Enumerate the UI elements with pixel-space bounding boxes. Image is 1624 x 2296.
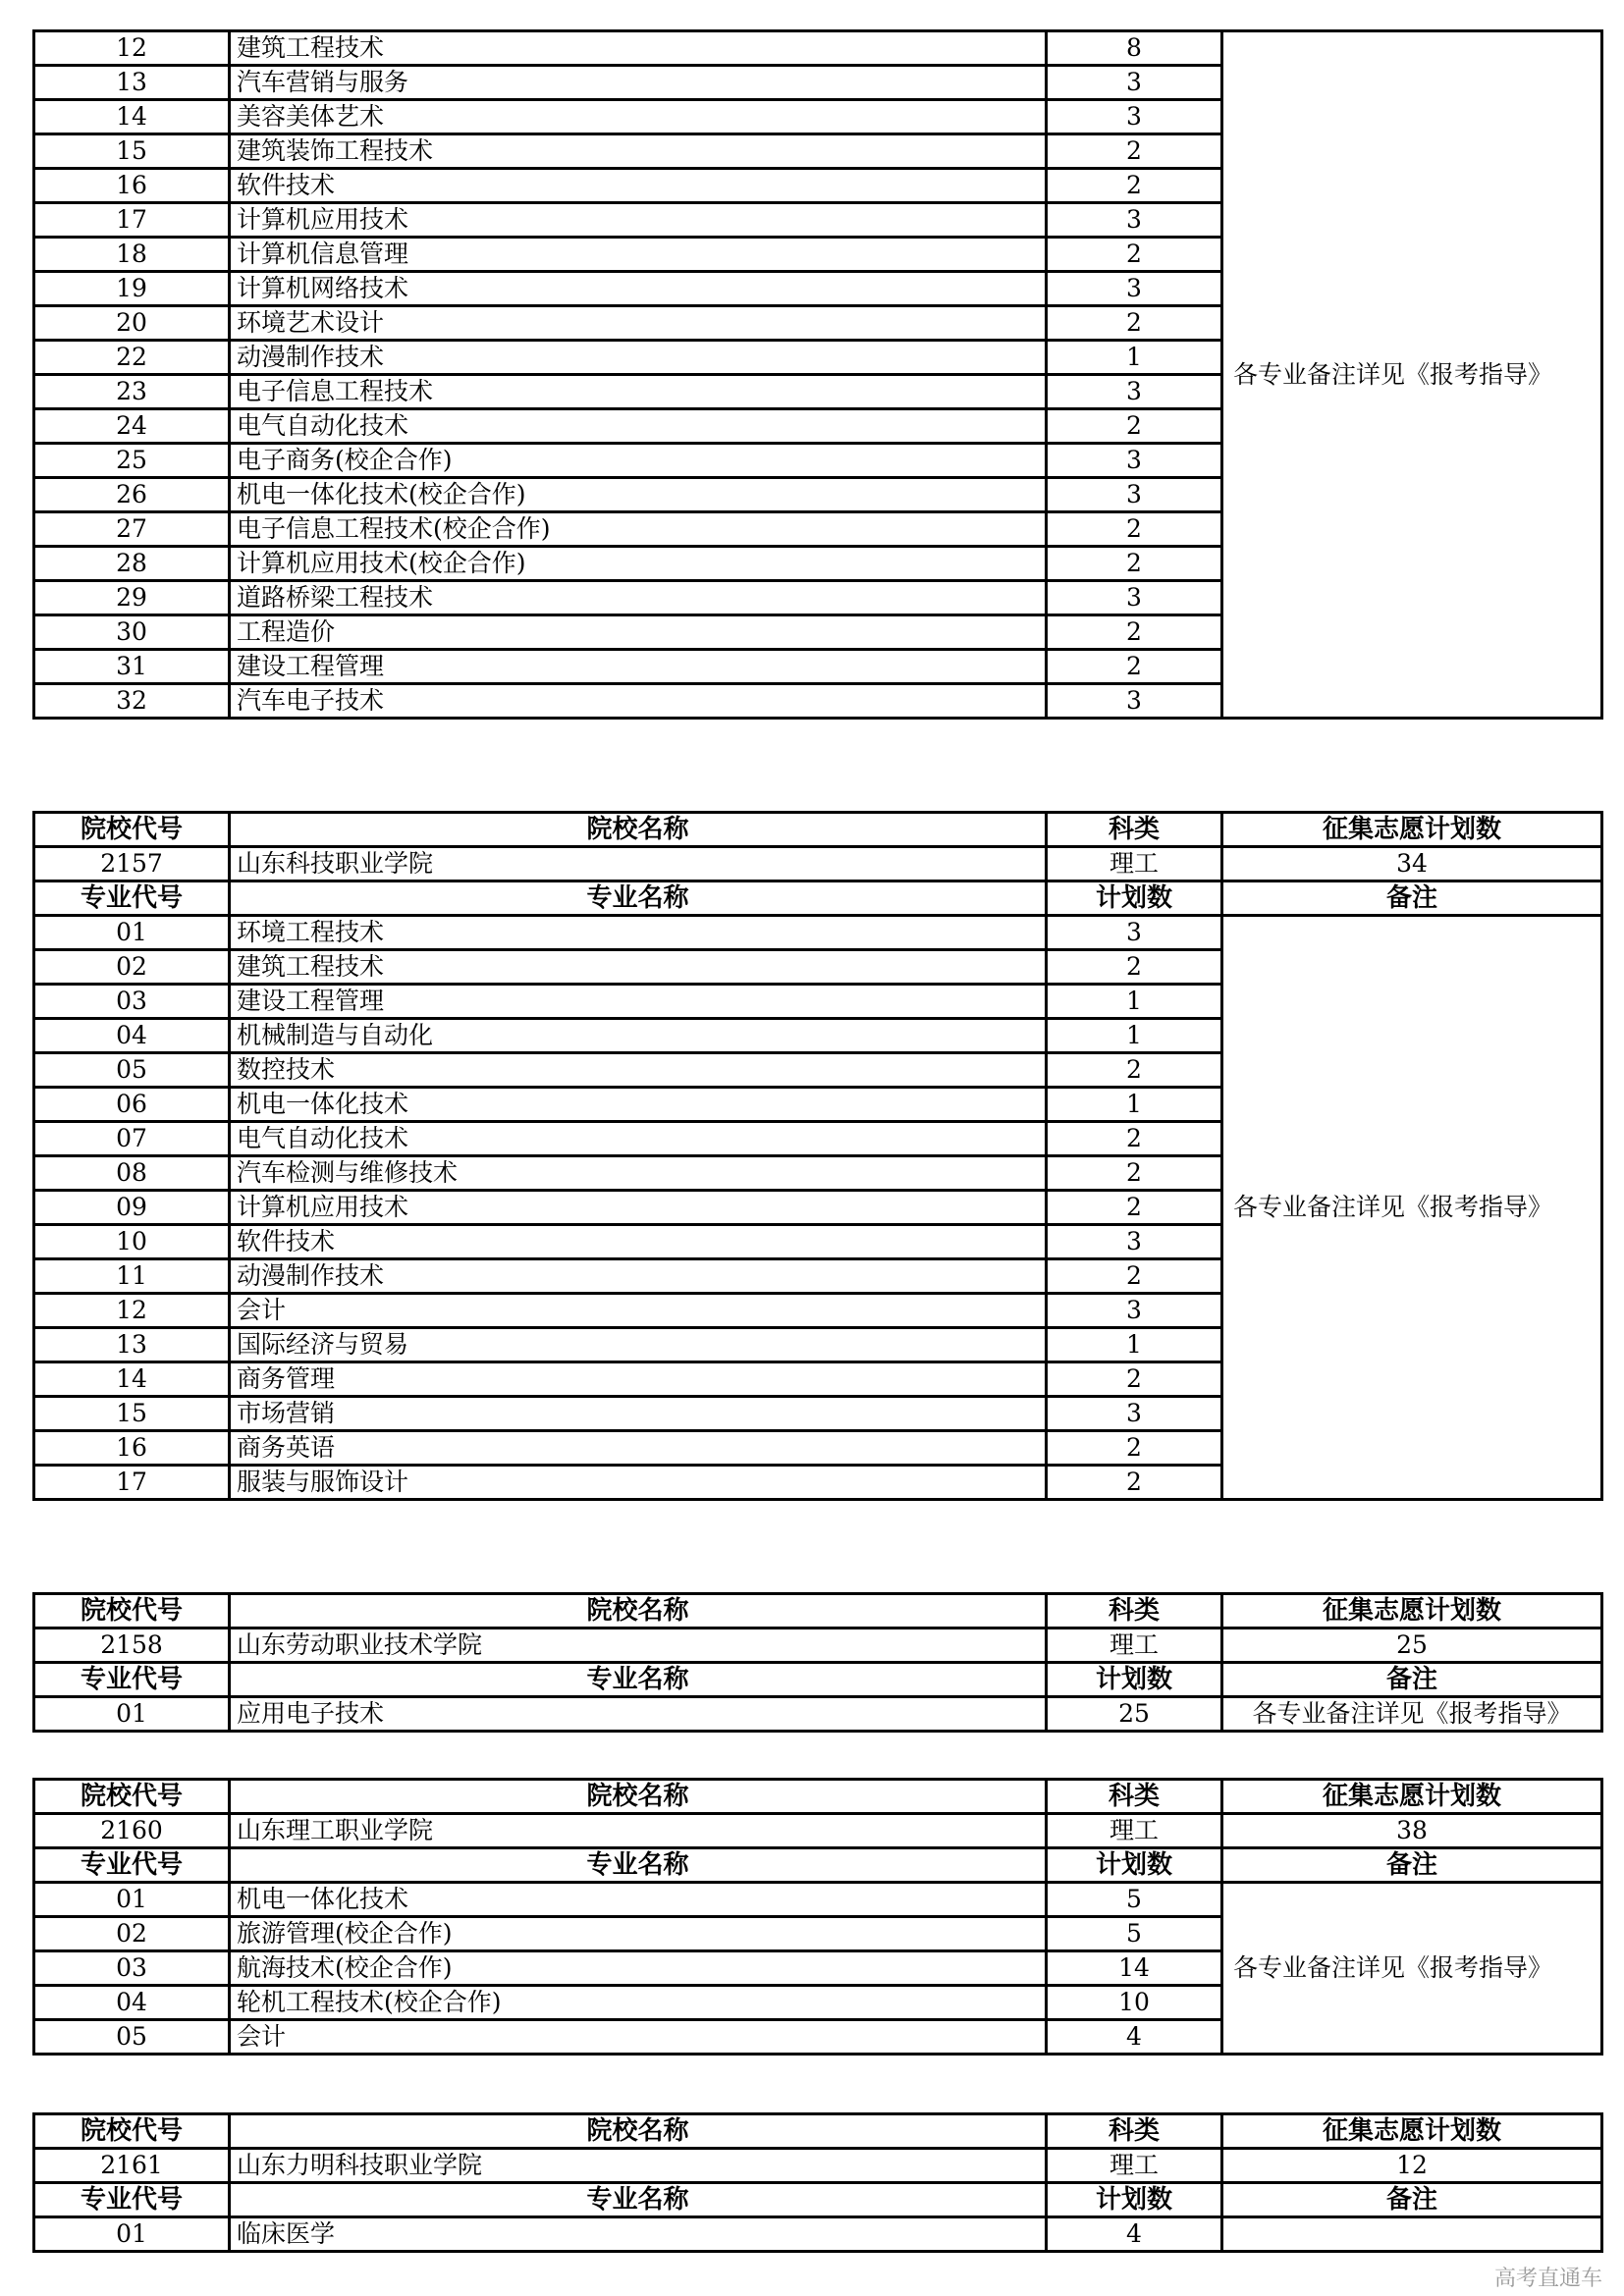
major-plan: 3 <box>1047 916 1222 950</box>
major-name: 建设工程管理 <box>230 985 1047 1019</box>
major-code: 12 <box>34 1294 230 1328</box>
major-code: 29 <box>34 581 230 615</box>
school-code: 2158 <box>34 1629 230 1663</box>
school-table <box>32 811 1603 1501</box>
school-code-header: 院校代号 <box>34 1780 230 1814</box>
major-code: 07 <box>34 1122 230 1156</box>
major-code: 28 <box>34 547 230 581</box>
major-plan: 2 <box>1047 650 1222 684</box>
school-code: 2161 <box>34 2149 230 2183</box>
major-plan: 10 <box>1047 1986 1222 2020</box>
major-name: 环境艺术设计 <box>230 306 1047 341</box>
school-table <box>32 1592 1603 1733</box>
note-header: 备注 <box>1222 2183 1602 2217</box>
major-header-row <box>34 1848 1602 1883</box>
major-code: 08 <box>34 1156 230 1191</box>
major-code: 23 <box>34 375 230 409</box>
quota-header: 征集志愿计划数 <box>1222 813 1602 847</box>
major-plan: 4 <box>1047 2217 1222 2252</box>
school-name-header: 院校名称 <box>230 2114 1047 2149</box>
major-name: 动漫制作技术 <box>230 341 1047 375</box>
school-category: 理工 <box>1047 1629 1222 1663</box>
major-plan: 3 <box>1047 444 1222 478</box>
major-plan: 2 <box>1047 1259 1222 1294</box>
school-header-row <box>34 2114 1602 2149</box>
major-name: 电气自动化技术 <box>230 1122 1047 1156</box>
major-name: 应用电子技术 <box>230 1697 1047 1732</box>
major-plan: 8 <box>1047 31 1222 66</box>
major-code: 26 <box>34 478 230 512</box>
category-header: 科类 <box>1047 1594 1222 1629</box>
major-plan: 3 <box>1047 478 1222 512</box>
major-plan: 2 <box>1047 1466 1222 1500</box>
major-code: 18 <box>34 238 230 272</box>
school-code-header: 院校代号 <box>34 2114 230 2149</box>
major-name-header: 专业名称 <box>230 1663 1047 1697</box>
major-name: 商务管理 <box>230 1362 1047 1397</box>
major-code: 31 <box>34 650 230 684</box>
major-name: 电子信息工程技术(校企合作) <box>230 512 1047 547</box>
major-code: 16 <box>34 169 230 203</box>
major-name: 电气自动化技术 <box>230 409 1047 444</box>
major-code-header: 专业代号 <box>34 2183 230 2217</box>
major-code: 02 <box>34 1917 230 1951</box>
major-name: 电子商务(校企合作) <box>230 444 1047 478</box>
major-code: 27 <box>34 512 230 547</box>
major-plan: 3 <box>1047 66 1222 100</box>
major-name: 机电一体化技术 <box>230 1088 1047 1122</box>
major-plan: 3 <box>1047 272 1222 306</box>
major-code-header: 专业代号 <box>34 1663 230 1697</box>
major-plan: 2 <box>1047 169 1222 203</box>
major-header-row <box>34 2183 1602 2217</box>
major-plan: 5 <box>1047 1917 1222 1951</box>
major-code: 16 <box>34 1431 230 1466</box>
plan-header: 计划数 <box>1047 1663 1222 1697</box>
major-name-header: 专业名称 <box>230 1848 1047 1883</box>
major-name: 汽车电子技术 <box>230 684 1047 719</box>
major-code: 11 <box>34 1259 230 1294</box>
continued-table <box>32 29 1600 720</box>
major-name: 道路桥梁工程技术 <box>230 581 1047 615</box>
school-quota: 34 <box>1222 847 1602 881</box>
school-header-row <box>34 1780 1602 1814</box>
school-category: 理工 <box>1047 1814 1222 1848</box>
major-note: 各专业备注详见《报考指导》 <box>1222 31 1602 719</box>
major-code: 17 <box>34 1466 230 1500</box>
quota-header: 征集志愿计划数 <box>1222 1780 1602 1814</box>
major-plan: 2 <box>1047 1122 1222 1156</box>
major-plan: 1 <box>1047 1019 1222 1053</box>
major-header-row <box>34 1663 1602 1697</box>
school-block-2160 <box>32 1778 1600 2056</box>
school-name: 山东力明科技职业学院 <box>230 2149 1047 2183</box>
major-code: 04 <box>34 1019 230 1053</box>
note-header: 备注 <box>1222 1848 1602 1883</box>
major-name-header: 专业名称 <box>230 2183 1047 2217</box>
major-code: 09 <box>34 1191 230 1225</box>
school-block-2157 <box>32 811 1600 1501</box>
major-plan: 1 <box>1047 985 1222 1019</box>
major-code: 19 <box>34 272 230 306</box>
major-name: 环境工程技术 <box>230 916 1047 950</box>
major-name: 机械制造与自动化 <box>230 1019 1047 1053</box>
major-plan: 2 <box>1047 615 1222 650</box>
major-code: 05 <box>34 1053 230 1088</box>
major-name: 国际经济与贸易 <box>230 1328 1047 1362</box>
major-name: 计算机应用技术 <box>230 1191 1047 1225</box>
major-plan: 3 <box>1047 581 1222 615</box>
school-header-row <box>34 1594 1602 1629</box>
category-header: 科类 <box>1047 813 1222 847</box>
school-category: 理工 <box>1047 847 1222 881</box>
major-code: 01 <box>34 916 230 950</box>
table-row <box>34 1883 1602 1917</box>
major-name: 汽车营销与服务 <box>230 66 1047 100</box>
major-code: 25 <box>34 444 230 478</box>
plan-header: 计划数 <box>1047 2183 1222 2217</box>
school-table <box>32 2112 1603 2253</box>
major-plan: 1 <box>1047 1088 1222 1122</box>
major-code: 20 <box>34 306 230 341</box>
school-code-header: 院校代号 <box>34 1594 230 1629</box>
note-header: 备注 <box>1222 881 1602 916</box>
major-plan: 2 <box>1047 1362 1222 1397</box>
school-name-header: 院校名称 <box>230 813 1047 847</box>
major-plan: 2 <box>1047 512 1222 547</box>
major-code: 15 <box>34 134 230 169</box>
school-code-header: 院校代号 <box>34 813 230 847</box>
major-plan: 2 <box>1047 1156 1222 1191</box>
note-header: 备注 <box>1222 1663 1602 1697</box>
major-name: 商务英语 <box>230 1431 1047 1466</box>
watermark-text: 高考直通车 <box>1493 2267 1602 2291</box>
major-code: 03 <box>34 985 230 1019</box>
major-code: 02 <box>34 950 230 985</box>
major-code: 10 <box>34 1225 230 1259</box>
major-note: 各专业备注详见《报考指导》 <box>1222 1883 1602 2055</box>
major-plan: 2 <box>1047 1053 1222 1088</box>
major-code: 24 <box>34 409 230 444</box>
major-code: 13 <box>34 66 230 100</box>
school-info-row <box>34 1629 1602 1663</box>
continued-majors-table <box>32 29 1603 720</box>
major-header-row <box>34 881 1602 916</box>
major-code: 13 <box>34 1328 230 1362</box>
major-name: 机电一体化技术 <box>230 1883 1047 1917</box>
school-info-row <box>34 2149 1602 2183</box>
school-code: 2160 <box>34 1814 230 1848</box>
major-plan: 2 <box>1047 1431 1222 1466</box>
school-header-row <box>34 813 1602 847</box>
major-plan: 4 <box>1047 2020 1222 2055</box>
major-code: 17 <box>34 203 230 238</box>
major-code-header: 专业代号 <box>34 881 230 916</box>
major-code: 15 <box>34 1397 230 1431</box>
major-name: 建筑工程技术 <box>230 950 1047 985</box>
major-plan: 25 <box>1047 1697 1222 1732</box>
school-name-header: 院校名称 <box>230 1594 1047 1629</box>
school-name: 山东理工职业学院 <box>230 1814 1047 1848</box>
plan-header: 计划数 <box>1047 881 1222 916</box>
major-plan: 3 <box>1047 375 1222 409</box>
school-block-2158 <box>32 1592 1600 1733</box>
major-name: 会计 <box>230 1294 1047 1328</box>
major-code: 22 <box>34 341 230 375</box>
major-name: 数控技术 <box>230 1053 1047 1088</box>
major-note: 各专业备注详见《报考指导》 <box>1222 1697 1602 1732</box>
table-row <box>34 2217 1602 2252</box>
major-plan: 3 <box>1047 684 1222 719</box>
major-plan: 2 <box>1047 1191 1222 1225</box>
major-plan: 2 <box>1047 306 1222 341</box>
major-plan: 2 <box>1047 547 1222 581</box>
major-name: 服装与服饰设计 <box>230 1466 1047 1500</box>
major-name: 会计 <box>230 2020 1047 2055</box>
major-code: 01 <box>34 1697 230 1732</box>
major-name: 计算机网络技术 <box>230 272 1047 306</box>
school-name-header: 院校名称 <box>230 1780 1047 1814</box>
major-plan: 1 <box>1047 341 1222 375</box>
school-quota: 25 <box>1222 1629 1602 1663</box>
major-plan: 2 <box>1047 238 1222 272</box>
major-code: 06 <box>34 1088 230 1122</box>
major-name: 市场营销 <box>230 1397 1047 1431</box>
major-name: 航海技术(校企合作) <box>230 1951 1047 1986</box>
school-info-row <box>34 847 1602 881</box>
quota-header: 征集志愿计划数 <box>1222 1594 1602 1629</box>
school-code: 2157 <box>34 847 230 881</box>
major-code: 04 <box>34 1986 230 2020</box>
major-code: 03 <box>34 1951 230 1986</box>
major-note <box>1222 2217 1602 2252</box>
major-name: 计算机应用技术 <box>230 203 1047 238</box>
major-name: 机电一体化技术(校企合作) <box>230 478 1047 512</box>
major-plan: 3 <box>1047 1294 1222 1328</box>
major-code: 30 <box>34 615 230 650</box>
major-code: 01 <box>34 1883 230 1917</box>
school-block-2161 <box>32 2112 1600 2253</box>
major-plan: 2 <box>1047 134 1222 169</box>
plan-header: 计划数 <box>1047 1848 1222 1883</box>
major-name: 计算机信息管理 <box>230 238 1047 272</box>
school-info-row <box>34 1814 1602 1848</box>
quota-header: 征集志愿计划数 <box>1222 2114 1602 2149</box>
major-code: 05 <box>34 2020 230 2055</box>
major-code: 14 <box>34 1362 230 1397</box>
major-name: 轮机工程技术(校企合作) <box>230 1986 1047 2020</box>
major-note: 各专业备注详见《报考指导》 <box>1222 916 1602 1500</box>
major-name: 计算机应用技术(校企合作) <box>230 547 1047 581</box>
major-name-header: 专业名称 <box>230 881 1047 916</box>
major-name: 软件技术 <box>230 1225 1047 1259</box>
table-row <box>34 916 1602 950</box>
major-plan: 3 <box>1047 1225 1222 1259</box>
major-name: 建筑工程技术 <box>230 31 1047 66</box>
major-plan: 3 <box>1047 203 1222 238</box>
major-name: 汽车检测与维修技术 <box>230 1156 1047 1191</box>
major-code-header: 专业代号 <box>34 1848 230 1883</box>
major-name: 建设工程管理 <box>230 650 1047 684</box>
major-plan: 3 <box>1047 100 1222 134</box>
school-name: 山东科技职业学院 <box>230 847 1047 881</box>
major-plan: 14 <box>1047 1951 1222 1986</box>
major-name: 旅游管理(校企合作) <box>230 1917 1047 1951</box>
major-name: 动漫制作技术 <box>230 1259 1047 1294</box>
major-name: 软件技术 <box>230 169 1047 203</box>
major-name: 工程造价 <box>230 615 1047 650</box>
school-category: 理工 <box>1047 2149 1222 2183</box>
major-name: 临床医学 <box>230 2217 1047 2252</box>
school-name: 山东劳动职业技术学院 <box>230 1629 1047 1663</box>
school-table <box>32 1778 1603 2056</box>
major-plan: 5 <box>1047 1883 1222 1917</box>
major-name: 电子信息工程技术 <box>230 375 1047 409</box>
major-plan: 1 <box>1047 1328 1222 1362</box>
major-code: 32 <box>34 684 230 719</box>
school-quota: 12 <box>1222 2149 1602 2183</box>
category-header: 科类 <box>1047 1780 1222 1814</box>
major-name: 建筑装饰工程技术 <box>230 134 1047 169</box>
major-plan: 2 <box>1047 950 1222 985</box>
major-code: 01 <box>34 2217 230 2252</box>
major-name: 美容美体艺术 <box>230 100 1047 134</box>
major-code: 14 <box>34 100 230 134</box>
table-row <box>34 1697 1602 1732</box>
major-plan: 2 <box>1047 409 1222 444</box>
school-quota: 38 <box>1222 1814 1602 1848</box>
category-header: 科类 <box>1047 2114 1222 2149</box>
major-plan: 3 <box>1047 1397 1222 1431</box>
table-row <box>34 31 1602 66</box>
major-code: 12 <box>34 31 230 66</box>
